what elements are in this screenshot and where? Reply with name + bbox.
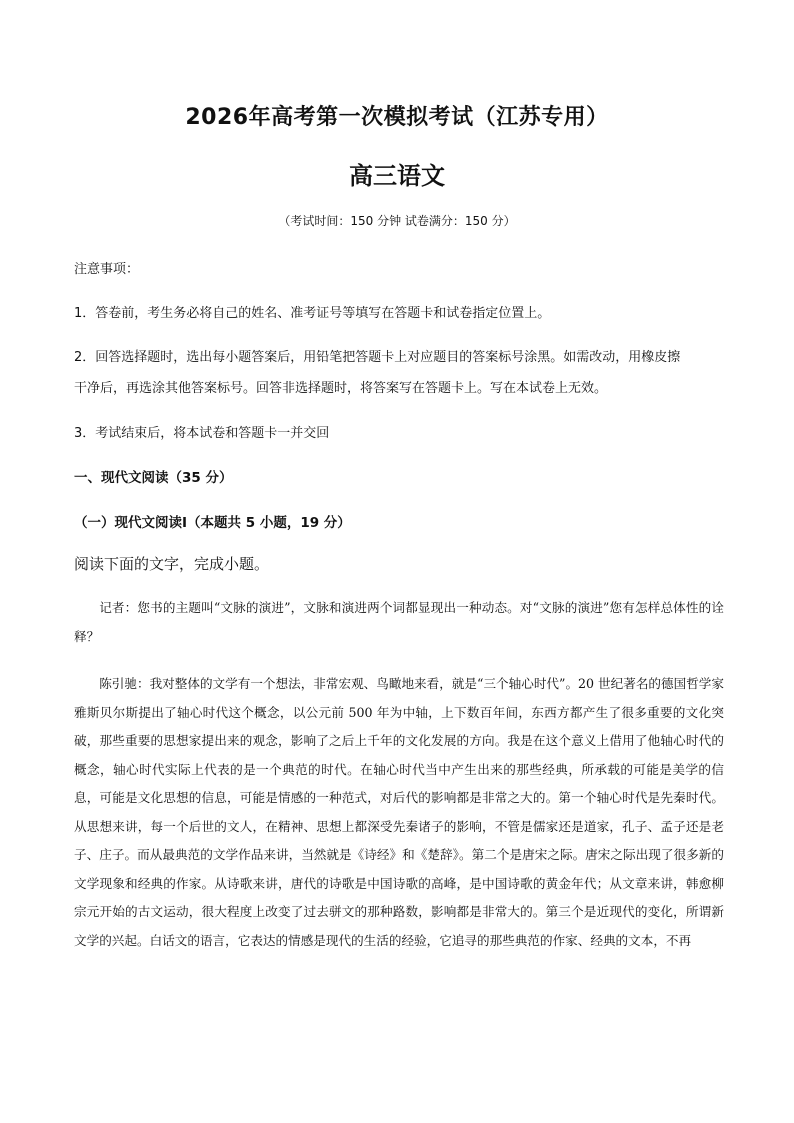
note-item-3: 3．考试结束后，将本试卷和答题卡一并交回 <box>74 426 330 441</box>
exam-subject: 高三语文 <box>349 162 445 190</box>
subsection-heading: （一）现代文阅读Ⅰ（本题共 5 小题，19 分） <box>74 515 351 531</box>
note-item-1: 1．答卷前，考生务必将自己的姓名、准考证号等填写在答题卡和试卷指定位置上。 <box>74 306 551 321</box>
note-item-2-cont: 干净后，再选涂其他答案标号。回答非选择题时，将答案写在答题卡上。写在本试卷上无效。 <box>74 381 608 396</box>
exam-title: 2026年高考第一次模拟考试（江苏专用） <box>185 105 609 130</box>
reading-instruction: 阅读下面的文字，完成小题。 <box>74 555 270 573</box>
note-item-2: 2．回答选择题时，选出每小题答案后，用铅笔把答题卡上对应题目的答案标号涂黑。如需改动，用橡皮擦 <box>74 350 681 365</box>
passage-paragraph-1: 记者：您书的主题叫“文脉的演进”，文脉和演进两个词都显现出一种动态。对“文脉的演进”您有怎样总体性的诠释？ <box>74 600 724 644</box>
notes-header: 注意事项： <box>74 262 140 277</box>
exam-time-info: （考试时间：150 分钟 试卷满分：150 分） <box>278 214 516 228</box>
passage-paragraph-2: 陈引驰：我对整体的文学有一个想法，非常宏观、鸟瞰地来看，就是“三个轴心时代”。20 世纪著名的德国哲学家雅斯贝尔斯提出了轴心时代这个概念，以公元前 500 年为中轴，上下数百年间，东西方都产生了很多重要的文化突破，那些重要的思想家提出来的观念，影响了之后上千年的文化发展的方向。我是在这个意义上借用了他轴心时代的概念，轴心时代实际上代表的是一个典范的时代。在轴心时代当中产生出来的那些经典，所承载的可能是美学的信息，可能是文化思想的信息，可能是情感的一种范式，对后代的影响都是非常之大的。第一个轴心时代是先秦时代。从思想来讲，每一个后世的文人，在精神、思想上都深受先秦诸子的影响，不管是儒家还是道家，孔子、孟子还是老子、庄子。而从最典范的文学作品来讲，当然就是《诗经》和《楚辞》。第二个是唐宋之际。唐宋之际出现了很多新的文学现象和经典的作家。从诗歌来讲，唐代的诗歌是中国诗歌的高峰，是中国诗歌的黄金年代；从文章来讲，韩愈柳宗元开始的古文运动，很大程度上改变了过去骈文的那种路数，影响都是非常大的。第三个是近现代的变化，所谓新文学的兴起。白话文的语言，它表达的情感是现代的生活的经验，它追寻的那些典范的作家、经典的文本，不再 <box>74 676 724 948</box>
section-heading: 一、现代文阅读（35 分） <box>74 470 233 486</box>
